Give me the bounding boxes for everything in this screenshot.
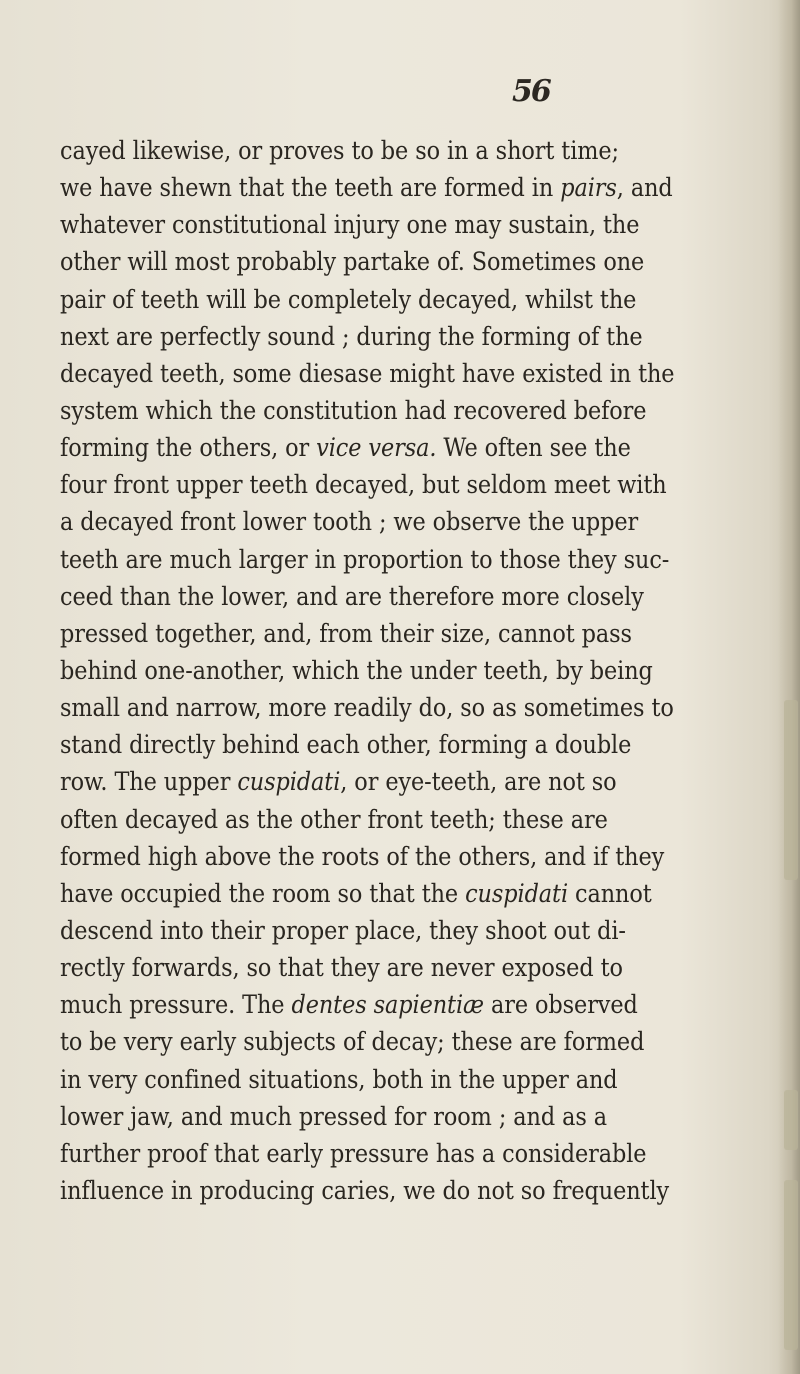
text-line (60, 466, 724, 503)
text-line (60, 763, 724, 800)
text-line (60, 281, 724, 318)
text-segment: teeth are much larger in proportion to those they suc- (60, 544, 670, 574)
text-segment: in very confined situations, both in the upper and (60, 1064, 618, 1094)
text-line (60, 132, 724, 169)
text-segment: other will most probably partake of. Sometimes one (60, 247, 645, 277)
text-line (60, 243, 724, 280)
text-line (60, 838, 724, 875)
text-segment: row. The upper (60, 767, 238, 797)
body-text (60, 132, 800, 1209)
text-segment: descend into their proper place, they shoot out di- (60, 915, 626, 945)
text-segment: further proof that early pressure has a considerable (60, 1138, 647, 1168)
text-line (60, 652, 724, 689)
text-segment: formed high above the roots of the others, and if they (60, 841, 665, 871)
text-line (60, 689, 724, 726)
text-segment: a decayed front lower tooth ; we observe the upper (60, 507, 639, 537)
italic-text-segment: cuspidati (465, 878, 569, 908)
text-line (60, 615, 724, 652)
italic-text-segment: pairs (560, 173, 617, 203)
text-line (60, 206, 724, 243)
italic-text-segment: vice versa. (316, 433, 437, 463)
text-segment: four front upper teeth decayed, but seldom meet with (60, 470, 667, 500)
text-segment: next are perfectly sound ; during the forming of the (60, 321, 643, 351)
text-segment: we have shewn that the teeth are formed in (60, 173, 561, 203)
text-line (60, 912, 724, 949)
text-line (60, 355, 724, 392)
text-segment: have occupied the room so that the (60, 878, 466, 908)
text-segment: system which the constitution had recovered before (60, 395, 647, 425)
text-line (60, 169, 724, 206)
text-line (60, 1061, 724, 1098)
text-line (60, 875, 724, 912)
text-line (60, 1098, 724, 1135)
text-line (60, 1172, 724, 1209)
text-segment: lower jaw, and much pressed for room ; and as a (60, 1101, 608, 1131)
text-segment: pair of teeth will be completely decayed, whilst the (60, 284, 637, 314)
text-segment: often decayed as the other front teeth; these are (60, 804, 608, 834)
text-segment: cannot (568, 878, 652, 908)
text-segment: , and (616, 173, 673, 203)
text-segment: cayed likewise, or proves to be so in a short time; (60, 136, 619, 165)
text-line (60, 726, 724, 763)
text-segment: to be very early subjects of decay; these are formed (60, 1027, 645, 1057)
text-line (60, 949, 724, 986)
text-segment: whatever constitutional injury one may sustain, the (60, 210, 640, 240)
text-segment: much pressure. The (60, 990, 292, 1020)
text-line (60, 503, 724, 540)
italic-text-segment: cuspidati (237, 767, 341, 797)
text-segment: decayed teeth, some diesase might have existed in the (60, 358, 675, 388)
page-number: 56 (512, 74, 550, 109)
text-line (60, 541, 724, 578)
text-line (60, 318, 724, 355)
text-segment: ceed than the lower, and are therefore more closely (60, 581, 644, 611)
text-segment: rectly forwards, so that they are never exposed to (60, 953, 623, 983)
text-line (60, 986, 724, 1023)
text-segment: influence in producing caries, we do not so frequently (60, 1175, 670, 1205)
text-segment: small and narrow, more readily do, so as sometimes to (60, 693, 674, 723)
text-segment: forming the others, or (60, 433, 317, 463)
text-segment: behind one-another, which the under teeth, by being (60, 655, 653, 685)
text-line (60, 392, 724, 429)
text-segment: We often see the (436, 433, 631, 463)
text-line (60, 429, 724, 466)
text-line (60, 578, 724, 615)
text-line (60, 1023, 724, 1060)
text-line (60, 1135, 724, 1172)
text-segment: stand directly behind each other, forming a double (60, 730, 632, 760)
text-segment: are observed (483, 990, 638, 1020)
text-segment: , or eye-teeth, are not so (340, 767, 617, 797)
text-segment: pressed together, and, from their size, cannot pass (60, 618, 632, 648)
italic-text-segment: dentes sapientiæ (291, 990, 484, 1020)
text-line (60, 801, 724, 838)
